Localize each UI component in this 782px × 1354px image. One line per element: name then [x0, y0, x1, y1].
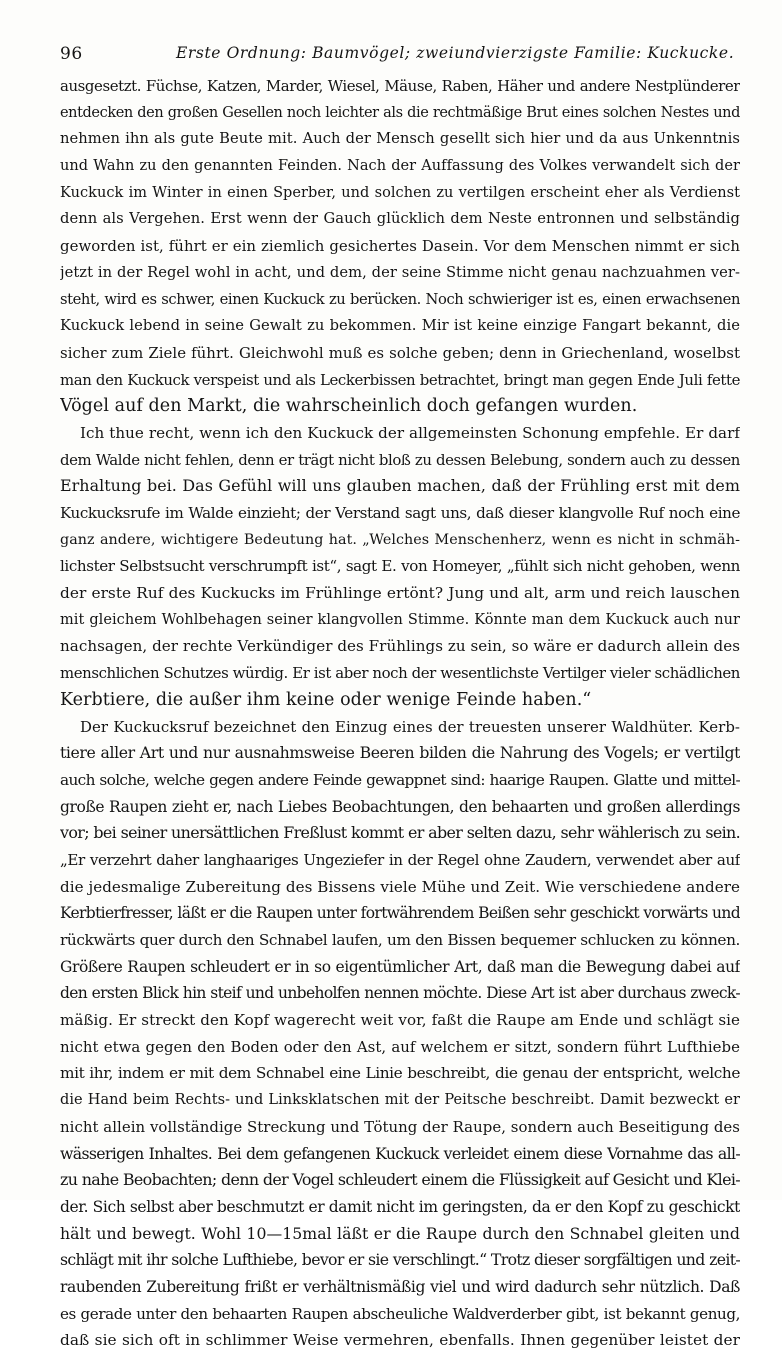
text-line: Erhaltung bei. Das Gefühl will uns glauben machen, daß der Frühling erst mit dem: [60, 476, 740, 496]
page-number: 96: [60, 44, 83, 64]
text-line: raubenden Zubereitung frißt er verhältnismäßig viel und wird dadurch sehr nützlich. Daß: [60, 1277, 740, 1296]
text-line: große Raupen zieht er, nach Liebes Beobachtungen, den behaarten und großen allerdings: [60, 797, 740, 816]
text-line: steht, wird es schwer, einen Kuckuck zu berücken. Noch schwieriger ist es, einen erwachsenen: [60, 290, 740, 308]
text-line: rückwärts quer durch den Schnabel laufen, um den Bissen bequemer schlucken zu können.: [60, 931, 740, 949]
text-line: mit ihr, indem er mit dem Schnabel eine Linie beschreibt, die genau der entspricht, welche: [60, 1064, 740, 1083]
text-line: und Wahn zu den genannten Feinden. Nach der Auffassung des Volkes verwandelt sich der: [60, 158, 740, 175]
text-line: sicher zum Ziele führt. Gleichwohl muß es solche geben; denn in Griechenland, woselbst: [60, 343, 740, 362]
body-text: [60, 73, 740, 1354]
paragraph-start-line: Ich thue recht, wenn ich den Kuckuck der allgemeinsten Schonung empfehle. Er darf: [80, 423, 740, 442]
text-line: geworden ist, führt er ein ziemlich gesichertes Dasein. Vor dem Menschen nimmt er sich: [60, 237, 740, 256]
text-line: Kerbtiere, die außer ihm keine oder wenige Feinde haben.“: [60, 689, 592, 710]
text-line: daß sie sich oft in schlimmer Weise vermehren, ebenfalls. Ihnen gegenüber leistet der: [60, 1331, 740, 1350]
text-line: menschlichen Schutzes würdig. Er ist aber noch der wesentlichste Vertilger vieler schädlichen: [60, 664, 740, 683]
text-line: nehmen ihn als gute Beute mit. Auch der Mensch gesellt sich hier und da aus Unkenntnis: [60, 130, 740, 148]
text-line: denn als Vergehen. Erst wenn der Gauch glücklich dem Neste entronnen und selbständig: [60, 210, 740, 228]
running-title: Erste Ordnung: Baumvögel; zweiundvierzigste Familie: Kuckucke.: [176, 44, 735, 62]
text-line: dem Walde nicht fehlen, denn er trägt nicht bloß zu dessen Belebung, sondern auch zu dessen: [60, 450, 740, 469]
text-line: Vögel auf den Markt, die wahrscheinlich doch gefangen wurden.: [60, 396, 638, 417]
text-line: Kuckucksrufe im Walde einzieht; der Verstand sagt uns, daß dieser klangvolle Ruf noch eine: [60, 504, 740, 522]
text-line: jetzt in der Regel wohl in acht, und dem, der seine Stimme nicht genau nachzuahmen ver-: [60, 263, 740, 281]
text-line: die jedesmalige Zubereitung des Bissens viele Mühe und Zeit. Wie verschiedene andere: [60, 877, 740, 896]
text-line: Größere Raupen schleudert er in so eigentümlicher Art, daß man die Bewegung dabei auf: [60, 957, 740, 976]
text-line: wässerigen Inhaltes. Bei dem gefangenen Kuckuck verleidet einem diese Vornahme das all-: [60, 1143, 740, 1163]
text-line: der. Sich selbst aber beschmutzt er damit nicht im geringsten, da er den Kopf zu geschickt: [60, 1197, 740, 1216]
running-header: [60, 44, 740, 66]
text-line: mäßig. Er streckt den Kopf wagerecht weit vor, faßt die Raupe am Ende und schlägt sie: [60, 1011, 740, 1030]
text-line: man den Kuckuck verspeist und als Leckerbissen betrachtet, bringt man gegen Ende Juli fette: [60, 370, 740, 389]
text-line: mit gleichem Wohlbehagen seiner klangvollen Stimme. Könnte man dem Kuckuck auch nur: [60, 611, 740, 628]
text-line: Kuckuck im Winter in einen Sperber, und solchen zu vertilgen erscheint eher als Verdienst: [60, 184, 740, 201]
paragraph-start-line: Der Kuckucksruf bezeichnet den Einzug eines der treuesten unserer Waldhüter. Kerb-: [80, 717, 740, 736]
text-line: zu nahe Beobachten; denn der Vogel schleudert einem die Flüssigkeit auf Gesicht und Klei-: [60, 1170, 740, 1190]
text-line: lichster Selbstsucht verschrumpft ist“, sagt E. von Homeyer, „fühlt sich nicht gehoben, wenn: [60, 557, 740, 576]
text-line: schlägt mit ihr solche Lufthiebe, bevor er sie verschlingt.“ Trotz dieser sorgfältigen und zeit-: [60, 1250, 740, 1270]
text-line: tiere aller Art und nur ausnahmsweise Beeren bilden die Nahrung des Vogels; er vertilgt: [60, 743, 740, 763]
text-line: nicht allein vollständige Streckung und Tötung der Raupe, sondern auch Beseitigung des: [60, 1117, 740, 1136]
text-line: ausgesetzt. Füchse, Katzen, Marder, Wiesel, Mäuse, Raben, Häher und andere Nestplünderer: [60, 77, 740, 95]
text-line: Kuckuck lebend in seine Gewalt zu bekommen. Mir ist keine einzige Fangart bekannt, die: [60, 317, 740, 335]
text-line: hält und bewegt. Wohl 10—15mal läßt er die Raupe durch den Schnabel gleiten und: [60, 1223, 740, 1243]
text-line: „Er verzehrt daher langhaariges Ungeziefer in der Regel ohne Zaudern, verwendet aber auf: [60, 850, 740, 869]
text-line: ganz andere, wichtigere Bedeutung hat. „Welches Menschenherz, wenn es nicht in schmäh-: [60, 531, 740, 548]
text-line: nachsagen, der rechte Verkündiger des Frühlings zu sein, so wäre er dadurch allein des: [60, 637, 740, 656]
text-line: den ersten Blick hin steif und unbeholfen nennen möchte. Diese Art ist aber durchaus zweck-: [60, 984, 740, 1003]
text-line: es gerade unter den behaarten Raupen abscheuliche Waldverderber gibt, ist bekannt genug,: [60, 1304, 740, 1323]
text-line: die Hand beim Rechts- und Linksklatschen mit der Peitsche beschreibt. Damit bezweckt er: [60, 1092, 740, 1109]
text-line: der erste Ruf des Kuckucks im Frühlinge ertönt? Jung und alt, arm und reich lauschen: [60, 584, 740, 603]
text-line: Kerbtierfresser, läßt er die Raupen unter fortwährendem Beißen sehr geschickt vorwärts und: [60, 904, 740, 923]
text-line: entdecken den großen Gesellen noch leichter als die rechtmäßige Brut eines solchen Nestes und: [60, 104, 740, 121]
text-line: nicht etwa gegen den Boden oder den Ast, auf welchem er sitzt, sondern führt Lufthiebe: [60, 1037, 740, 1056]
text-line: auch solche, welche gegen andere Feinde gewappnet sind: haarige Raupen. Glatte und mittel-: [60, 770, 740, 789]
text-line: vor; bei seiner unersättlichen Freßlust kommt er aber selten dazu, sehr wählerisch zu sein.: [60, 823, 740, 843]
